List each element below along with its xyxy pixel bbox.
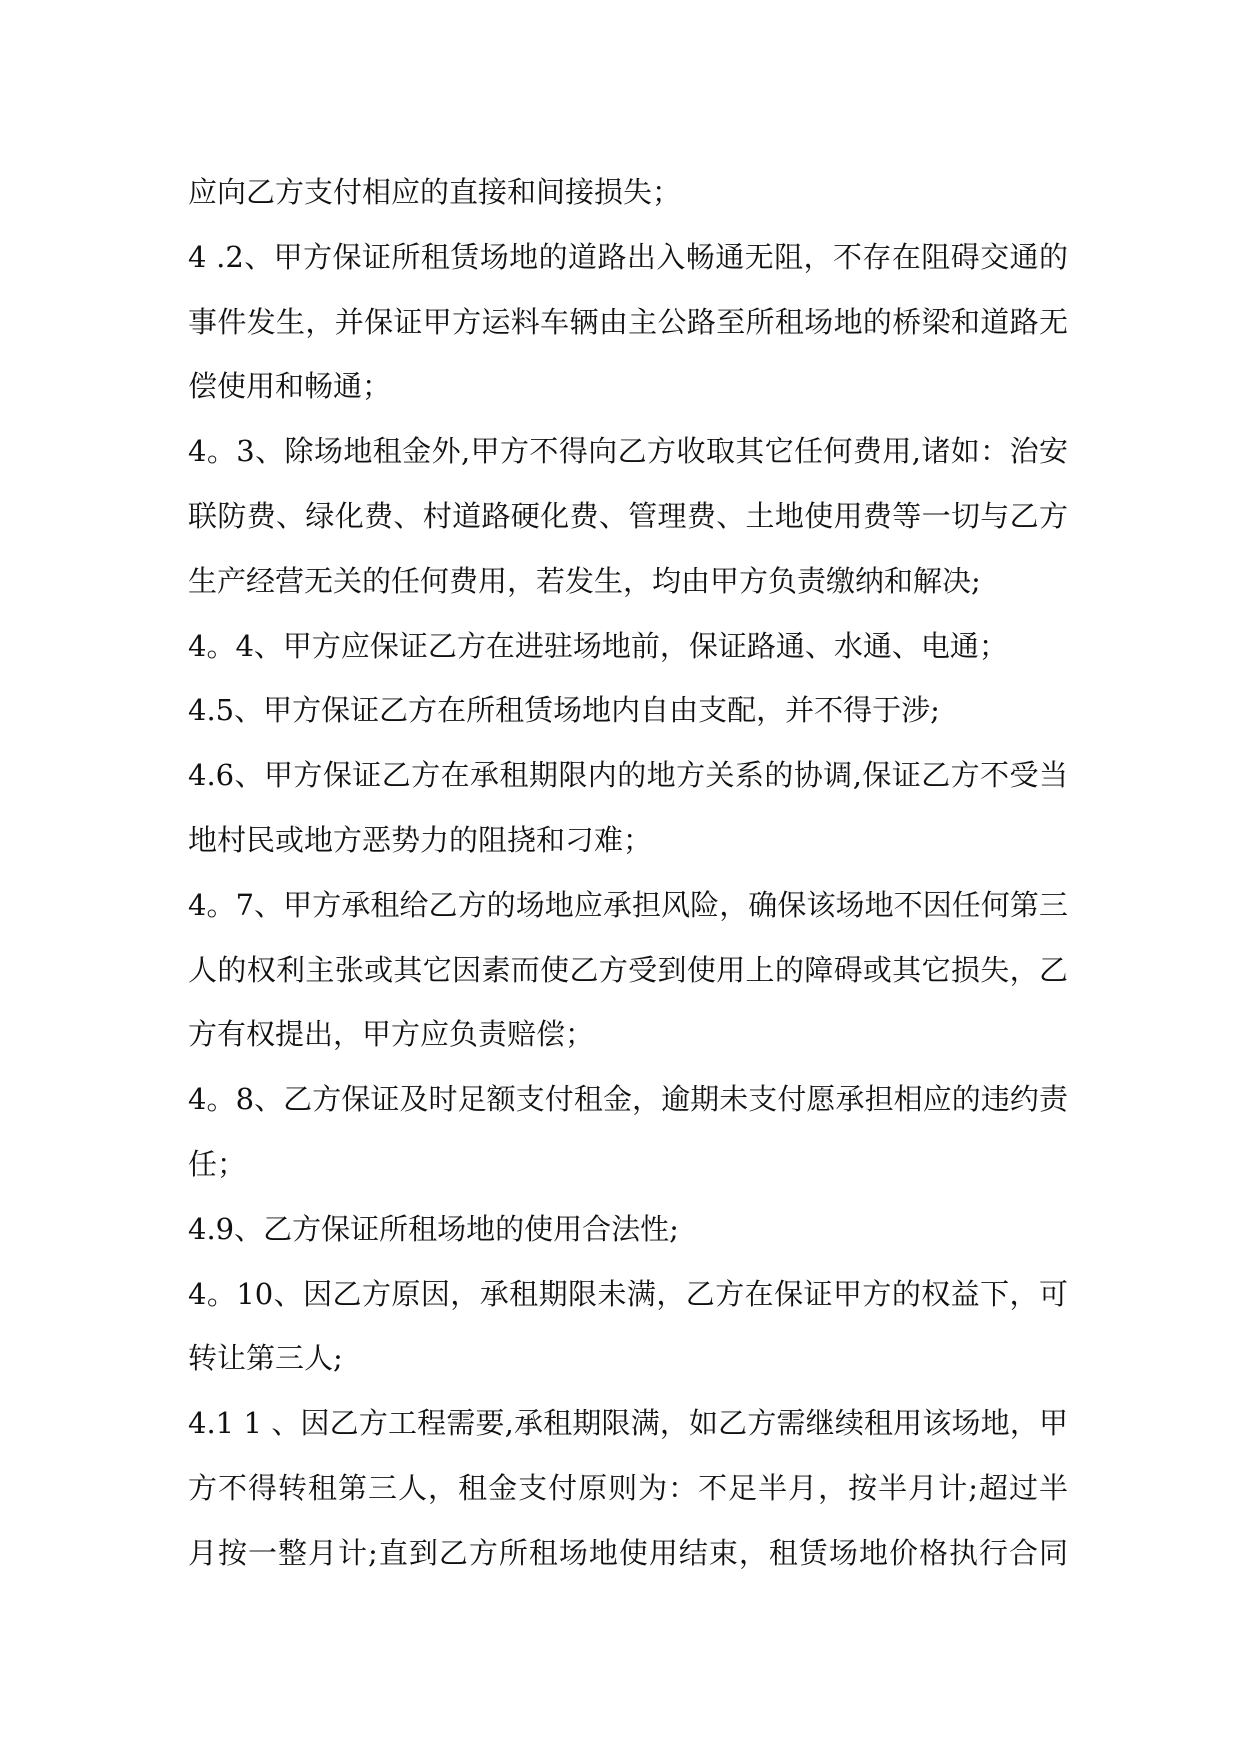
text-line: 偿使用和畅通；	[188, 369, 392, 404]
text-line: 4。4、甲方应保证乙方在进驻场地前，保证路通、水通、电通；	[188, 628, 1008, 663]
text-line: 4.5、甲方保证乙方在所租赁场地内自由支配，并不得于涉;	[188, 693, 940, 728]
text-line: 人的权利主张或其它因素而使乙方受到使用上的障碍或其它损失，乙	[188, 952, 1068, 987]
text-line: 4.1 1 、因乙方工程需要,承租期限满，如乙方需继续租用该场地，甲	[188, 1406, 1068, 1441]
text-line: 4。3、除场地租金外,甲方不得向乙方收取其它任何费用,诸如：治安	[188, 434, 1068, 469]
text-line: 地村民或地方恶势力的阻挠和刁难；	[188, 822, 653, 857]
text-line: 联防费、绿化费、村道路硬化费、管理费、土地使用费等一切与乙方	[188, 498, 1068, 533]
text-line: 4。7、甲方承租给乙方的场地应承担风险，确保该场地不因任何第三	[188, 887, 1068, 922]
text-line: 事件发生，并保证甲方运料车辆由主公路至所租场地的桥梁和道路无	[188, 304, 1068, 339]
text-line: 4 .2、甲方保证所租赁场地的道路出入畅通无阻，不存在阻碍交通的	[188, 239, 1068, 274]
contract-text-body	[188, 160, 1068, 1586]
text-line: 月按一整月计;直到乙方所租场地使用结束，租赁场地价格执行合同	[188, 1535, 1068, 1570]
text-line: 生产经营无关的任何费用，若发生，均由甲方负责缴纳和解决;	[188, 563, 981, 598]
text-line: 4。10、因乙方原因，承租期限未满，乙方在保证甲方的权益下，可	[188, 1276, 1068, 1311]
text-line: 应向乙方支付相应的直接和间接损失；	[188, 175, 682, 209]
text-line: 4.6、甲方保证乙方在承租期限内的地方关系的协调,保证乙方不受当	[188, 758, 1068, 793]
text-line: 4。8、乙方保证及时足额支付租金，逾期未支付愿承担相应的违约责	[188, 1082, 1068, 1117]
text-line: 任；	[188, 1146, 247, 1181]
text-line: 转让第三人;	[188, 1341, 343, 1376]
text-line: 方不得转租第三人，租金支付原则为：不足半月，按半月计;超过半	[188, 1470, 1068, 1505]
text-line: 方有权提出，甲方应负责赔偿；	[188, 1017, 595, 1052]
text-line: 4.9、乙方保证所租场地的使用合法性;	[188, 1211, 679, 1246]
